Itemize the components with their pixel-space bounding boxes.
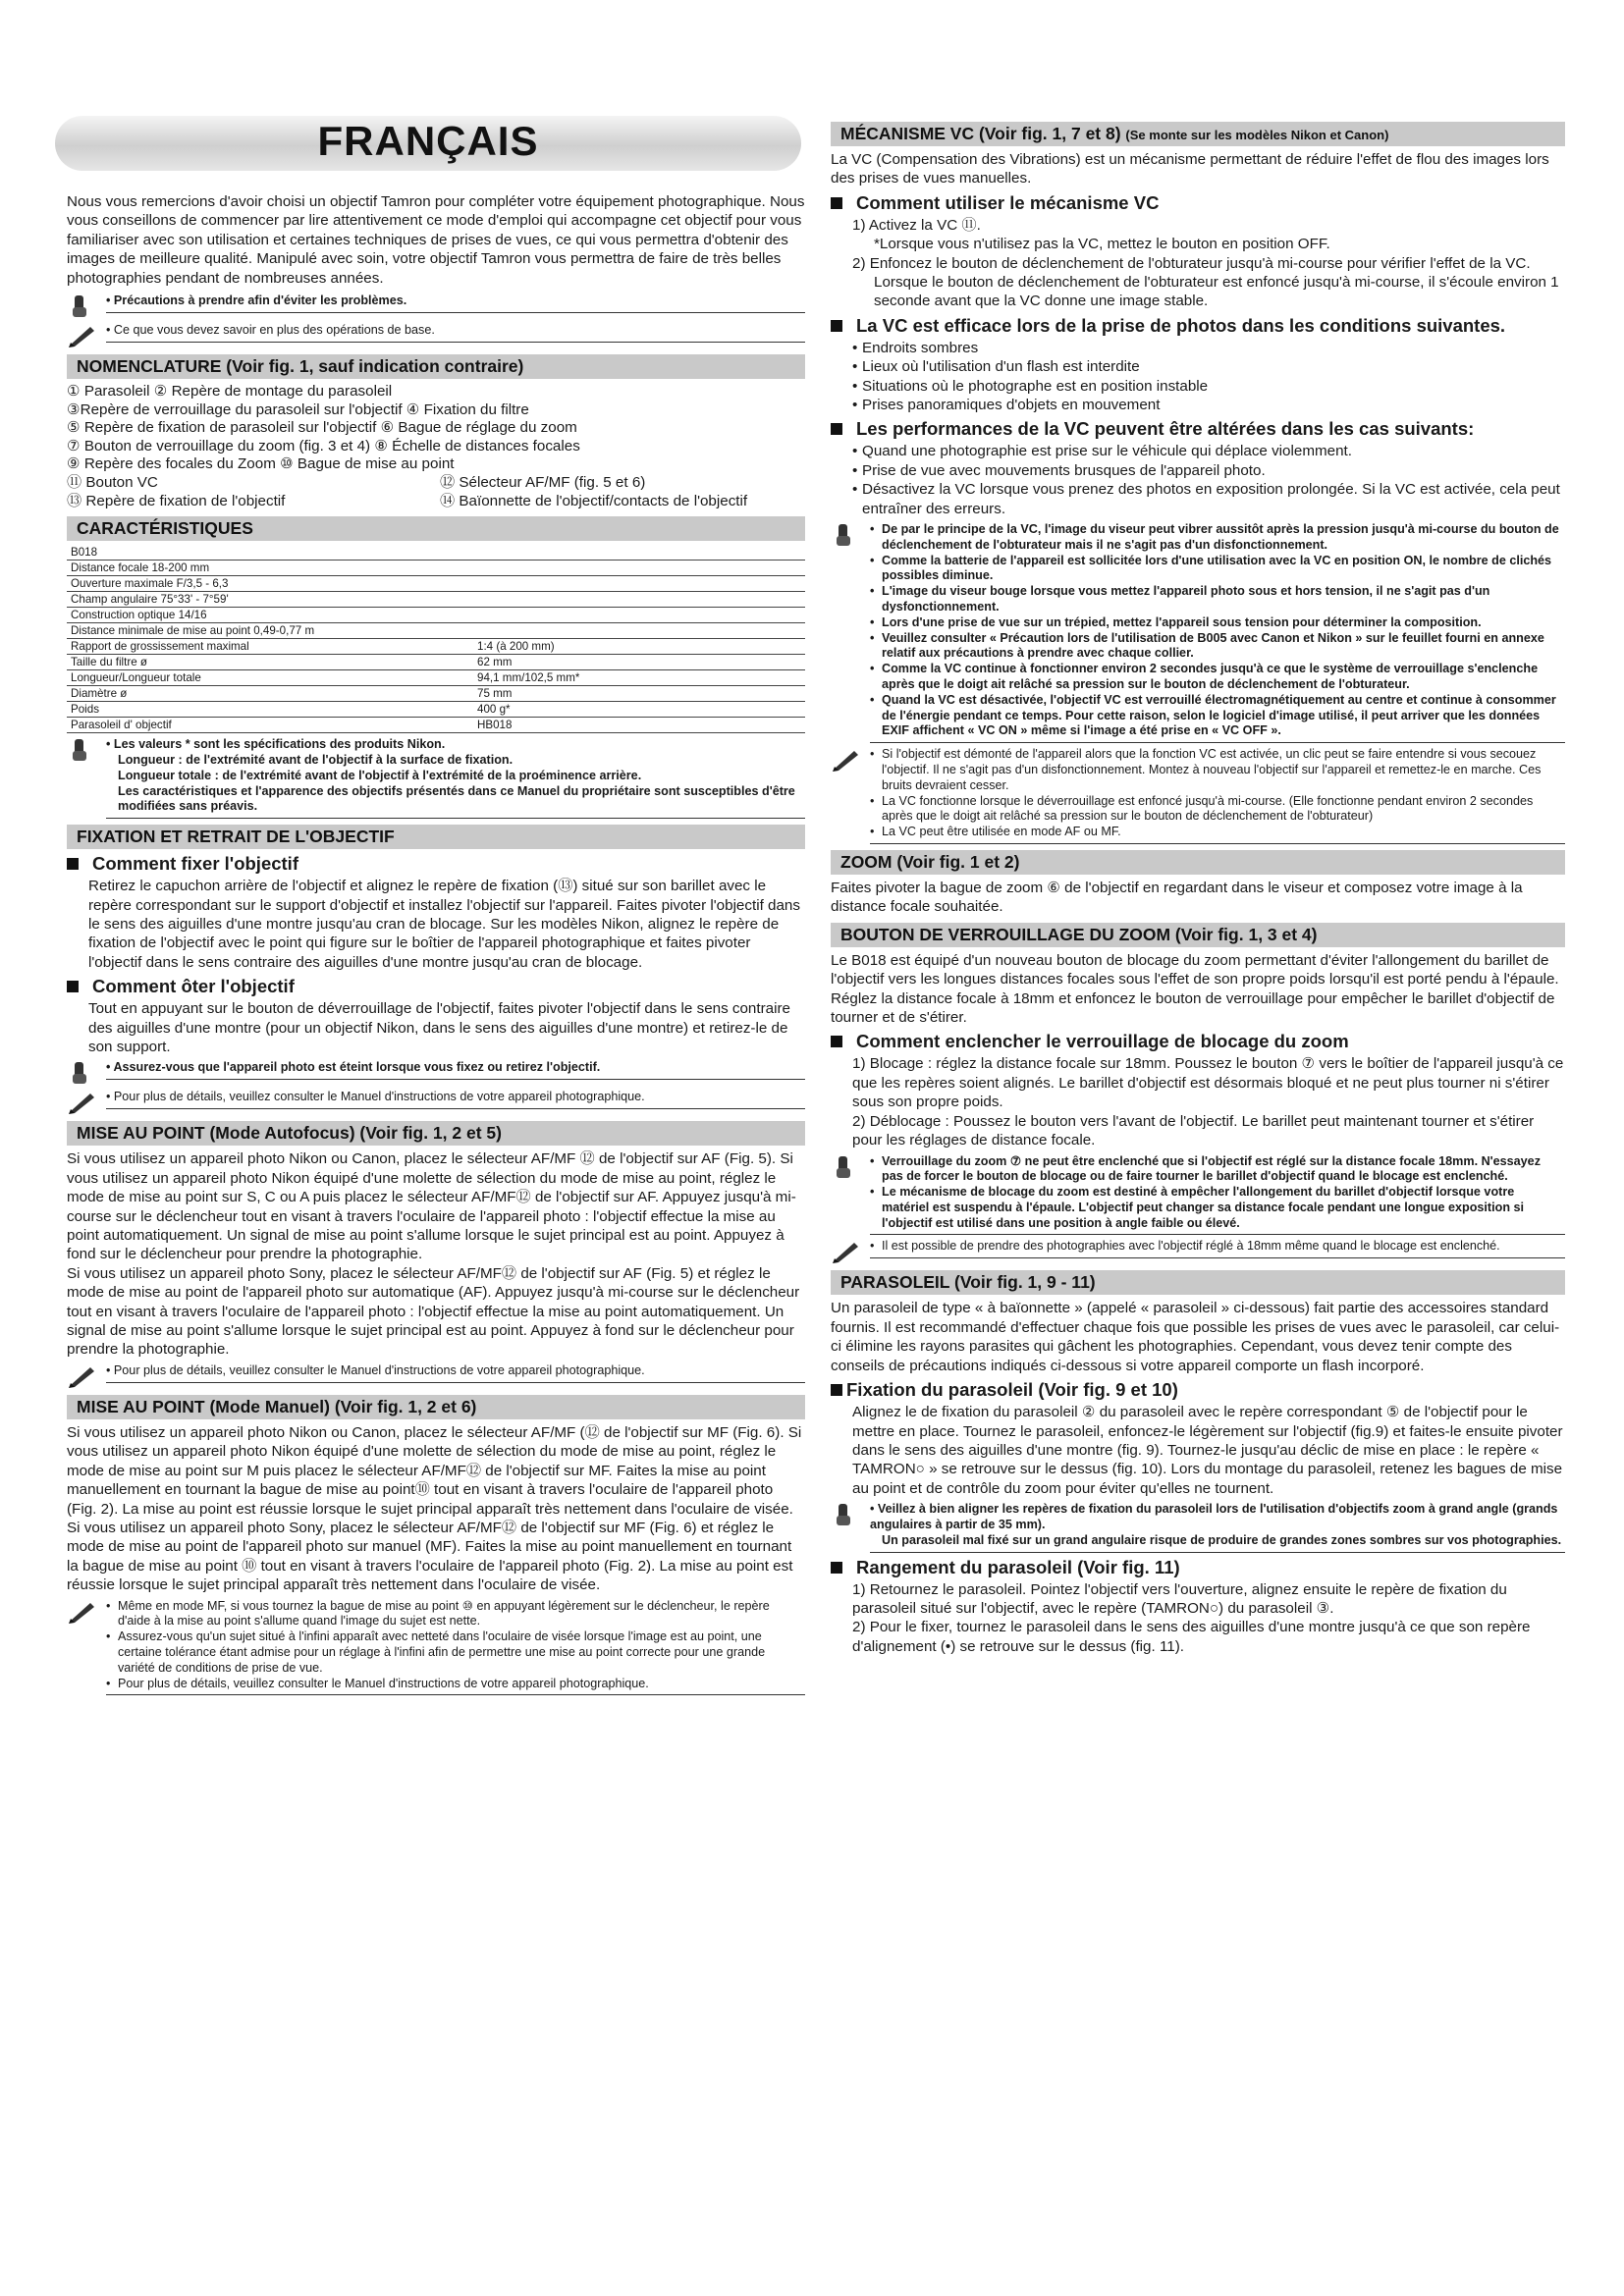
- step: 1) Blocage : réglez la distance focale sur 18mm. Poussez le bouton ⑦ vers le boîtier de l'appareil jusqu'à ce que les repères soient alignés. Le barillet d'objectif est désormais bloqué et ne peut plus tourner ni s'étirer sous son propre poids.: [852, 1055, 1564, 1111]
- table-row: [67, 718, 805, 733]
- subheading: Comment ôter l'objectif: [67, 976, 805, 997]
- list-item: • Endroits sombres: [852, 339, 1565, 357]
- warning-hand-icon: [831, 1502, 864, 1527]
- info-note: [831, 1239, 1565, 1264]
- spec-note-line: Les caractéristiques et l'apparence des objectifs présentés dans ce Manuel du propriétaire sont susceptibles d'être modifiées sans préavis.: [118, 783, 795, 814]
- warning-item: • L'image du viseur bouge lorsque vous mettez l'appareil photo sous et hors tension, il ne s'agit pas d'un dysfonctionnement.: [870, 584, 1565, 615]
- spec-value: HB018: [477, 718, 805, 733]
- subheading: La VC est efficace lors de la prise de photos dans les conditions suivantes.: [831, 315, 1565, 337]
- spec-note-line: • Les valeurs * sont les spécifications des produits Nikon.: [106, 737, 446, 752]
- spec-note-line: Longueur totale : de l'extrémité avant de l'objectif à l'extrémité de la proéminence arrière.: [118, 768, 642, 782]
- step: 2) Déblocage : Poussez le bouton vers l'avant de l'objectif. Le barillet peut maintenant tourner et s'étirer pour les réglages de distance focale.: [852, 1112, 1535, 1149]
- spec-note-line: Longueur : de l'extrémité avant de l'objectif à la surface de fixation.: [118, 752, 514, 767]
- info-note: [67, 1363, 805, 1389]
- warning-item: • Verrouillage du zoom ⑦ ne peut être enclenché que si l'objectif est réglé sur la distance focale 18mm. N'essayez pas de forcer le bouton de blocage ou de faire tourner le barillet d'objectif quand le blocage est enclenché.: [870, 1154, 1565, 1186]
- table-row: [67, 639, 805, 655]
- spec-label: Champ angulaire 75°33' - 7°59': [67, 592, 477, 608]
- section-zoom: ZOOM (Voir fig. 1 et 2): [831, 850, 1565, 875]
- pencil-note-icon: [67, 1363, 100, 1389]
- warning-item: • Quand la VC est désactivée, l'objectif VC est verrouillé électromagnétiquement au centre et continue à consommer de l'énergie pendant ce temps. Pour cette raison, selon le logiciel d'image utilisé, il peut arriver que les données EXIF affichent « VC ON » même si l'image a été prise en « VC OFF ».: [870, 693, 1565, 739]
- list-item: • Situations où le photographe est en position instable: [852, 377, 1565, 396]
- table-row: [67, 545, 805, 561]
- list-item: • Désactivez la VC lorsque vous prenez des photos en exposition prolongée. Si la VC est activée, cela peut entraîner des erreurs.: [852, 480, 1565, 518]
- nomenclature-item: ③Repère de verrouillage du parasoleil sur l'objectif ④ Fixation du filtre: [67, 400, 529, 418]
- paragraph: La VC (Compensation des Vibrations) est un mécanisme permettant de réduire l'effet de flou des images lors des prises de vues manuelles.: [831, 151, 1549, 187]
- nomenclature-item: ① Parasoleil ② Repère de montage du parasoleil: [67, 383, 393, 400]
- info-text: • Pour plus de détails, veuillez consulter le Manuel d'instructions de votre appareil photographique.: [106, 1362, 645, 1377]
- pencil-note-icon: [67, 1090, 100, 1115]
- table-row: [67, 623, 805, 639]
- subheading: Comment fixer l'objectif: [67, 853, 805, 875]
- page-title: FRANÇAIS: [317, 118, 539, 164]
- warning-note: [831, 1154, 1565, 1236]
- info-item: • La VC peut être utilisée en mode AF ou MF.: [870, 825, 1565, 840]
- list-item: • Lieux où l'utilisation d'un flash est interdite: [852, 357, 1565, 376]
- warning-item: • Le mécanisme de blocage du zoom est destiné à empêcher l'allongement du barillet d'objectif lorsque votre matériel est suspendu à l'épaule. L'objectif peut changer sa distance focale pendant une longue exposition si l'objectif est utilisé dans une position à angle faible ou élevé.: [870, 1185, 1565, 1231]
- pencil-note-icon: [831, 1239, 864, 1264]
- spec-note: [67, 737, 805, 819]
- intro-paragraph: Nous vous remercions d'avoir choisi un objectif Tamron pour compléter votre équipement photographique. Nous vous conseillons de commencer par lire attentivement ce mode d'emploi qui accompagne cet objectif pour vous familiariser avec son utilisation et certaines techniques de prises de vues, ce qui vous permettra d'obtenir des images de meilleure qualité. Manipulé avec soin, votre objectif Tamron vous permettra de faire de très belles photographies pendant de nombreuses années.: [67, 193, 805, 287]
- spec-label: Parasoleil d' objectif: [67, 718, 477, 733]
- spec-value: 1:4 (à 200 mm): [477, 639, 805, 655]
- warning-hand-icon: [67, 294, 100, 319]
- section-zoom-lock: BOUTON DE VERROUILLAGE DU ZOOM (Voir fig. 1, 3 et 4): [831, 923, 1565, 947]
- warning-item: • De par le principe de la VC, l'image du viseur peut vibrer aussitôt après la pression jusqu'à mi-course du bouton de déclenchement de l'obturateur mais il ne s'agit pas d'un disfonctionnement.: [870, 522, 1565, 554]
- table-row: [67, 592, 805, 608]
- info-item: • Même en mode MF, si vous tournez la bague de mise au point ⑩ en appuyant légèrement sur le déclencheur, le repère d'aide à la mise au point s'allume quand l'image du sujet est nette.: [106, 1599, 805, 1630]
- table-row: [67, 686, 805, 702]
- info-item: • Il est possible de prendre des photographies avec l'objectif réglé à 18mm même quand le blocage est enclenché.: [870, 1239, 1565, 1255]
- right-column: [831, 122, 1565, 1656]
- table-row: [67, 561, 805, 576]
- info-item: • Assurez-vous qu'un sujet situé à l'infini apparaît avec netteté dans l'oculaire de visée lorsque l'image est au point, une certaine tolérance étant admise pour un réglage à l'infini afin de permettre une mise au point correcte pour une grande variété de conditions de prise de vue.: [106, 1629, 805, 1676]
- table-row: [67, 670, 805, 686]
- section-autofocus: MISE AU POINT (Mode Autofocus) (Voir fig. 1, 2 et 5): [67, 1121, 805, 1146]
- warning-hand-icon: [831, 1154, 864, 1180]
- list-item: • Prise de vue avec mouvements brusques de l'appareil photo.: [852, 461, 1565, 480]
- section-lens-hood: PARASOLEIL (Voir fig. 1, 9 - 11): [831, 1270, 1565, 1295]
- paragraph: Si vous utilisez un appareil photo Nikon ou Canon, placez le sélecteur AF/MF (⑫ de l'objectif sur MF (Fig. 6). Si vous utilisez un appareil photo Nikon équipé d'une molette de sélection du mode de mise au point, réglez le mode de mise au point sur M puis placez le sélecteur AF/MF⑫ de l'objectif sur MF. Faites la mise au point manuellement en tournant la bague de mise au point⑩ tout en visant à travers l'oculaire de l'appareil photo (Fig. 2). La mise au point est réussie lorsque le sujet principal apparaît très nettement dans l'oculaire de visée.: [67, 1423, 802, 1518]
- warning-item: • Lors d'une prise de vue sur un trépied, mettez l'appareil sous tension pour déterminer la composition.: [870, 615, 1565, 631]
- paragraph: Faites pivoter la bague de zoom ⑥ de l'objectif en regardant dans le viseur et composez votre image à la distance focale souhaitée.: [831, 880, 1523, 916]
- legend-warning: [67, 294, 805, 319]
- paragraph: Alignez le de fixation du parasoleil ② du parasoleil avec le repère correspondant ⑤ de l'objectif pour le mettre en place. Tournez le parasoleil, enfoncez-le légèrement sur l'objectif (fig.9) et faites-le ensuite pivoter dans le sens des aiguilles d'une montre (fig. 9). Tournez-le jusqu'au déclic de mise en place : le repère « TAMRON○ » se retrouve sur le dessus (fig. 10). Lors du montage du parasoleil, retenez les bagues de mise au point et de contrôle du zoom pour éviter qu'elles ne tournent.: [852, 1404, 1563, 1497]
- info-text: • Pour plus de détails, veuillez consulter le Manuel d'instructions de votre appareil photographique.: [106, 1090, 645, 1104]
- warning-hand-icon: [831, 522, 864, 548]
- nomenclature-item: ⑤ Repère de fixation de parasoleil sur l'objectif ⑥ Bague de réglage du zoom: [67, 419, 577, 437]
- step-note: *Lorsque vous n'utilisez pas la VC, mettez le bouton en position OFF.: [874, 236, 1330, 253]
- bullet-list: [831, 442, 1565, 518]
- paragraph: Un parasoleil de type « à baïonnette » (appelé « parasoleil » ci-dessous) fait partie des accessoires standard fournis. Il est recommandé d'effectuer chaque fois que possible les prises de vues avec le parasoleil, car celui-ci élimine les rayons parasites qui gâchent les photographies. Cependant, vous devez tenir compte des conseils de précautions indiqués ci-dessous si votre appareil comporte un flash incorporé.: [831, 1300, 1560, 1374]
- table-row: [67, 655, 805, 670]
- table-row: [67, 576, 805, 592]
- nomenclature-item: ⑦ Bouton de verrouillage du zoom (fig. 3 et 4) ⑧ Échelle de distances focales: [67, 437, 580, 454]
- pencil-note-icon: [831, 747, 864, 773]
- info-note: [831, 747, 1565, 844]
- subheading: Fixation du parasoleil (Voir fig. 9 et 10): [831, 1379, 1565, 1401]
- warning-hand-icon: [67, 737, 100, 763]
- info-item: • Si l'objectif est démonté de l'appareil alors que la fonction VC est activée, un clic peut se faire entendre si vous secouez l'objectif. Il ne s'agit pas d'un disfonctionnement. Montez à nouveau l'objectif sur l'appareil et remettez-le en marche. Ces bruits devraient cesser.: [870, 747, 1565, 793]
- subheading: Les performances de la VC peuvent être altérées dans les cas suivants:: [831, 418, 1565, 440]
- list-item: • Prises panoramiques d'objets en mouvement: [852, 396, 1565, 414]
- warning-note: [831, 522, 1565, 743]
- spec-label: Poids: [67, 702, 477, 718]
- info-item: • Pour plus de détails, veuillez consulter le Manuel d'instructions de votre appareil photographique.: [106, 1677, 805, 1692]
- spec-value: 75 mm: [477, 686, 805, 702]
- nomenclature-item: ⑭ Baïonnette de l'objectif/contacts de l'objectif: [440, 492, 748, 509]
- spec-label: Taille du filtre ø: [67, 655, 477, 670]
- paragraph: Si vous utilisez un appareil photo Sony, placez le sélecteur AF/MF⑫ de l'objectif sur AF (Fig. 5) et réglez le mode de mise au point de l'appareil photo sur automatique (AF). Appuyez jusqu'à mi-course sur le déclencheur tout en visant à travers l'oculaire de l'appareil photo : l'objectif effectue la mise au point automatiquement. Un signal de mise au point s'allume lorsque le sujet principal est au point. Appuyez à fond sur le déclencheur pour prendre la photographie.: [67, 1264, 800, 1359]
- spec-value: [477, 608, 805, 623]
- spec-value: 94,1 mm/102,5 mm*: [477, 670, 805, 686]
- table-row: [67, 702, 805, 718]
- spec-label: Construction optique 14/16: [67, 608, 477, 623]
- warning-item: • Comme la batterie de l'appareil est sollicitée lors d'une utilisation avec la VC en position ON, le nombre de clichés possibles diminue.: [870, 554, 1565, 585]
- spec-label: B018: [67, 545, 477, 561]
- nomenclature-item: ⑪ Bouton VC: [67, 474, 158, 491]
- section-specifications: CARACTÉRISTIQUES: [67, 516, 805, 541]
- spec-label: Distance minimale de mise au point 0,49-0,77 m: [67, 623, 477, 639]
- spec-label: Diamètre ø: [67, 686, 477, 702]
- subheading: Comment utiliser le mécanisme VC: [831, 192, 1565, 214]
- paragraph: Retirez le capuchon arrière de l'objectif et alignez le repère de fixation (⑬) situé sur son barillet avec le repère correspondant sur le support d'objectif et installez l'objectif sur l'appareil. Faites pivoter l'objectif dans le sens des aiguilles d'une montre jusqu'au cran de blocage. Sur les modèles Nikon, alignez le repère de fixation de l'objectif avec le point qui figure sur le boîtier de l'appareil photographique et faites pivoter l'objectif dans le sens contraire des aiguilles d'une montre jusqu'au cran de blocage.: [88, 878, 800, 971]
- warning-item: • Comme la VC continue à fonctionner environ 2 secondes jusqu'à ce que le système de verrouillage s'enclenche après que le doigt ait relâché sa pression sur le bouton de déclenchement de l'obturateur.: [870, 662, 1565, 693]
- nomenclature-list: [67, 383, 805, 510]
- table-row: [67, 608, 805, 623]
- warning-item: • Veuillez consulter « Précaution lors de l'utilisation de B005 avec Canon et Nikon » sur le feuillet fourni en annexe relatif aux précautions à prendre avec chaque collier.: [870, 631, 1565, 663]
- subheading: Comment enclencher le verrouillage de blocage du zoom: [831, 1031, 1565, 1052]
- warning-hand-icon: [67, 1060, 100, 1086]
- info-note: [67, 1090, 805, 1115]
- spec-value: [477, 576, 805, 592]
- nomenclature-item: ⑫ Sélecteur AF/MF (fig. 5 et 6): [440, 474, 646, 491]
- language-title-banner: [55, 116, 801, 171]
- paragraph: Le B018 est équipé d'un nouveau bouton de blocage du zoom permettant d'éviter l'allongement du barillet de l'objectif vers les longues distances focales sous l'effet de son propre poids lorsqu'il est porté pendu à l'épaule. Réglez la distance focale à 18mm et enfoncez le bouton de verrouillage pour empêcher le barillet d'objectif de tourner et de s'étirer.: [831, 951, 1559, 1027]
- info-note: [67, 1599, 805, 1696]
- section-vc: MÉCANISME VC (Voir fig. 1, 7 et 8) (Se monte sur les modèles Nikon et Canon): [831, 122, 1565, 146]
- nomenclature-item: ⑬ Repère de fixation de l'objectif: [67, 492, 286, 509]
- nomenclature-item: ⑨ Repère des focales du Zoom ⑩ Bague de mise au point: [67, 455, 455, 473]
- spec-label: Distance focale 18-200 mm: [67, 561, 477, 576]
- bullet-list: [831, 339, 1565, 415]
- spec-table: [67, 545, 805, 733]
- spec-value: [477, 592, 805, 608]
- step: 2) Enfoncez le bouton de déclenchement de l'obturateur jusqu'à mi-course pour vérifier l'effet de la VC.: [852, 254, 1531, 272]
- legend-warning-text: • Précautions à prendre afin d'éviter les problèmes.: [106, 294, 407, 308]
- section-fixation: FIXATION ET RETRAIT DE L'OBJECTIF: [67, 825, 805, 849]
- paragraph: Si vous utilisez un appareil photo Sony, placez le sélecteur AF/MF⑫ de l'objectif sur MF (Fig. 6) et réglez le mode de mise au point de l'appareil photo sur manuel (MF). Faites la mise au point manuellement en tournant la bague de mise au point ⑩ tout en visant à travers l'oculaire de l'appareil photo (Fig. 2). La mise au point est réussie lorsque le sujet principal apparaît très nettement dans l'oculaire de visée.: [67, 1519, 793, 1594]
- warning-note: [67, 1060, 805, 1086]
- spec-value: [477, 623, 805, 639]
- info-item: • La VC fonctionne lorsque le déverrouillage est enfoncé jusqu'à mi-course. (Elle fonctionne pendant environ 2 secondes après que le doigt ait relâché sa pression sur le bouton de déclenchement de l'obturateur): [870, 794, 1565, 826]
- warning-text: • Veillez à bien aligner les repères de fixation du parasoleil lors de l'utilisation d'objectifs zoom à grand angle (grands angulaires à partir de 35 mm).: [870, 1502, 1558, 1531]
- section-manual-focus: MISE AU POINT (Mode Manuel) (Voir fig. 1, 2 et 6): [67, 1395, 805, 1419]
- legend-info-text: • Ce que vous devez savoir en plus des opérations de base.: [106, 323, 435, 338]
- spec-value: 400 g*: [477, 702, 805, 718]
- pencil-note-icon: [67, 323, 100, 348]
- step: 1) Retournez le parasoleil. Pointez l'objectif vers l'ouverture, alignez ensuite le repère de fixation du parasoleil situé sur l'objectif, avec le repère (TAMRON○) du parasoleil ③.: [852, 1580, 1507, 1617]
- paragraph: Tout en appuyant sur le bouton de déverrouillage de l'objectif, faites pivoter l'objectif dans le sens contraire des aiguilles d'une montre (pour un objectif Nikon, dans le sens des aiguilles d'une montre) et retirez-le de son support.: [88, 1000, 790, 1056]
- spec-label: Rapport de grossissement maximal: [67, 639, 477, 655]
- list-item: • Quand une photographie est prise sur le véhicule qui déplace violemment.: [852, 442, 1565, 460]
- step: 1) Activez la VC ⑪.: [852, 216, 981, 234]
- warning-text: Un parasoleil mal fixé sur un grand angulaire risque de produire de grandes zones sombres sur vos photographies.: [882, 1532, 1562, 1547]
- spec-value: [477, 561, 805, 576]
- legend-info: [67, 323, 805, 348]
- paragraph: Si vous utilisez un appareil photo Nikon ou Canon, placez le sélecteur AF/MF ⑫ de l'objectif sur AF (Fig. 5). Si vous utilisez un appareil photo Nikon équipé d'une molette de sélection du mode de mise au point, réglez le mode de mise au point sur S, C ou A puis placez le sélecteur AF/MF⑫ de l'objectif sur AF. Appuyez jusqu'à mi-course sur le déclencheur tout en visant à travers l'oculaire de l'appareil photo : l'objectif effectue la mise au point automatiquement. Un signal de mise au point s'allume lorsque le sujet principal est au point. Appuyez à fond sur le déclencheur pour prendre la photographie.: [67, 1150, 796, 1263]
- step-note: Lorsque le bouton de déclenchement de l'obturateur est enfoncé jusqu'à mi-course, il s'écoule environ 1 seconde avant que la VC donne une image stable.: [874, 274, 1559, 310]
- step: 2) Pour le fixer, tournez le parasoleil dans le sens des aiguilles d'une montre jusqu'à ce que son repère d'alignement (•) se retrouve sur le dessus (fig. 11).: [852, 1619, 1531, 1655]
- section-nomenclature: NOMENCLATURE (Voir fig. 1, sauf indication contraire): [67, 354, 805, 379]
- warning-note: [831, 1502, 1565, 1552]
- spec-label: Longueur/Longueur totale: [67, 670, 477, 686]
- warning-text: • Assurez-vous que l'appareil photo est éteint lorsque vous fixez ou retirez l'objectif.: [106, 1060, 601, 1075]
- spec-label: Ouverture maximale F/3,5 - 6,3: [67, 576, 477, 592]
- spec-value: [477, 545, 805, 561]
- subheading: Rangement du parasoleil (Voir fig. 11): [831, 1557, 1565, 1578]
- pencil-note-icon: [67, 1599, 100, 1625]
- left-column: [67, 192, 805, 1699]
- spec-value: 62 mm: [477, 655, 805, 670]
